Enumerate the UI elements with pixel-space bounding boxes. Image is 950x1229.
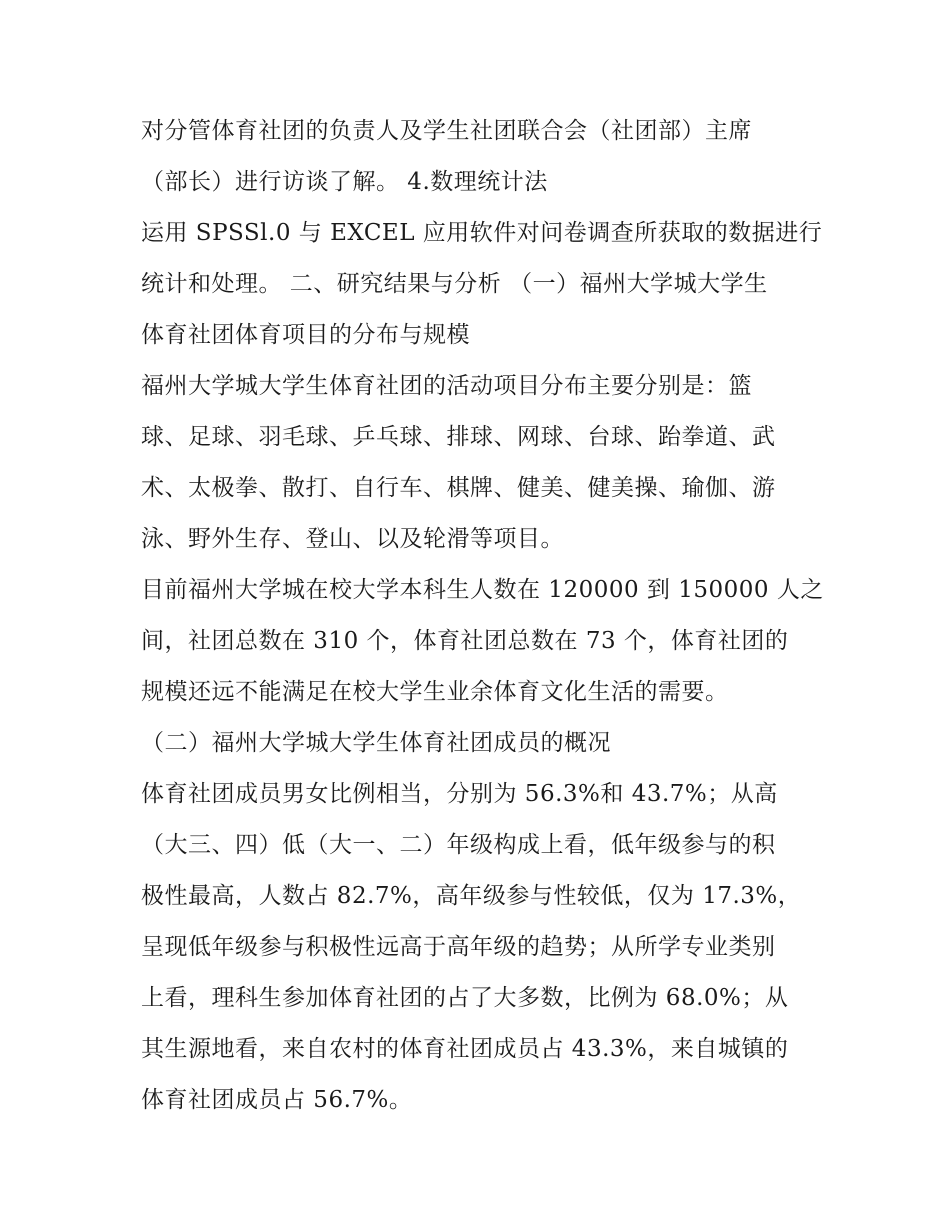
text-line: 运用 SPSSl.0 与 EXCEL 应用软件对问卷调查所获取的数据进行 bbox=[141, 220, 823, 246]
text-line: 体育社团成员男女比例相当，分别为 56.3%和 43.7%；从高 bbox=[141, 781, 778, 807]
text-line: 泳、野外生存、登山、以及轮滑等项目。 bbox=[141, 526, 564, 552]
text-line: 对分管体育社团的负责人及学生社团联合会（社团部）主席 bbox=[141, 118, 752, 144]
text-line: 呈现低年级参与积极性远高于高年级的趋势；从所学专业类别 bbox=[141, 934, 776, 960]
text-line: 规模还远不能满足在校大学生业余体育文化生活的需要。 bbox=[141, 679, 729, 705]
section-heading: （二）福州大学城大学生体育社团成员的概况 bbox=[141, 730, 611, 756]
text-line: 球、足球、羽毛球、乒乓球、排球、网球、台球、跆拳道、武 bbox=[141, 424, 776, 450]
text-line: 上看，理科生参加体育社团的占了大多数，比例为 68.0%；从 bbox=[141, 985, 789, 1011]
text-line: 其生源地看，来自农村的体育社团成员占 43.3%，来自城镇的 bbox=[141, 1036, 789, 1062]
text-line: （大三、四）低（大一、二）年级构成上看，低年级参与的积 bbox=[141, 832, 776, 858]
text-line: 术、太极拳、散打、自行车、棋牌、健美、健美操、瑜伽、游 bbox=[141, 475, 776, 501]
text-line: 体育社团成员占 56.7%。 bbox=[141, 1087, 413, 1113]
section-heading: 体育社团体育项目的分布与规模 bbox=[141, 322, 470, 348]
text-line: 福州大学城大学生体育社团的活动项目分布主要分别是：篮 bbox=[141, 373, 752, 399]
document-body bbox=[141, 106, 824, 1126]
text-line: 极性最高，人数占 82.7%，高年级参与性较低，仅为 17.3%， bbox=[141, 883, 802, 909]
text-line: 统计和处理。 二、研究结果与分析 （一）福州大学城大学生 bbox=[141, 271, 768, 297]
text-line: 间，社团总数在 310 个，体育社团总数在 73 个，体育社团的 bbox=[141, 628, 789, 654]
text-line: 目前福州大学城在校大学本科生人数在 120000 到 150000 人之 bbox=[141, 577, 824, 603]
text-line: （部长）进行访谈了解。 4.数理统计法 bbox=[141, 169, 548, 195]
